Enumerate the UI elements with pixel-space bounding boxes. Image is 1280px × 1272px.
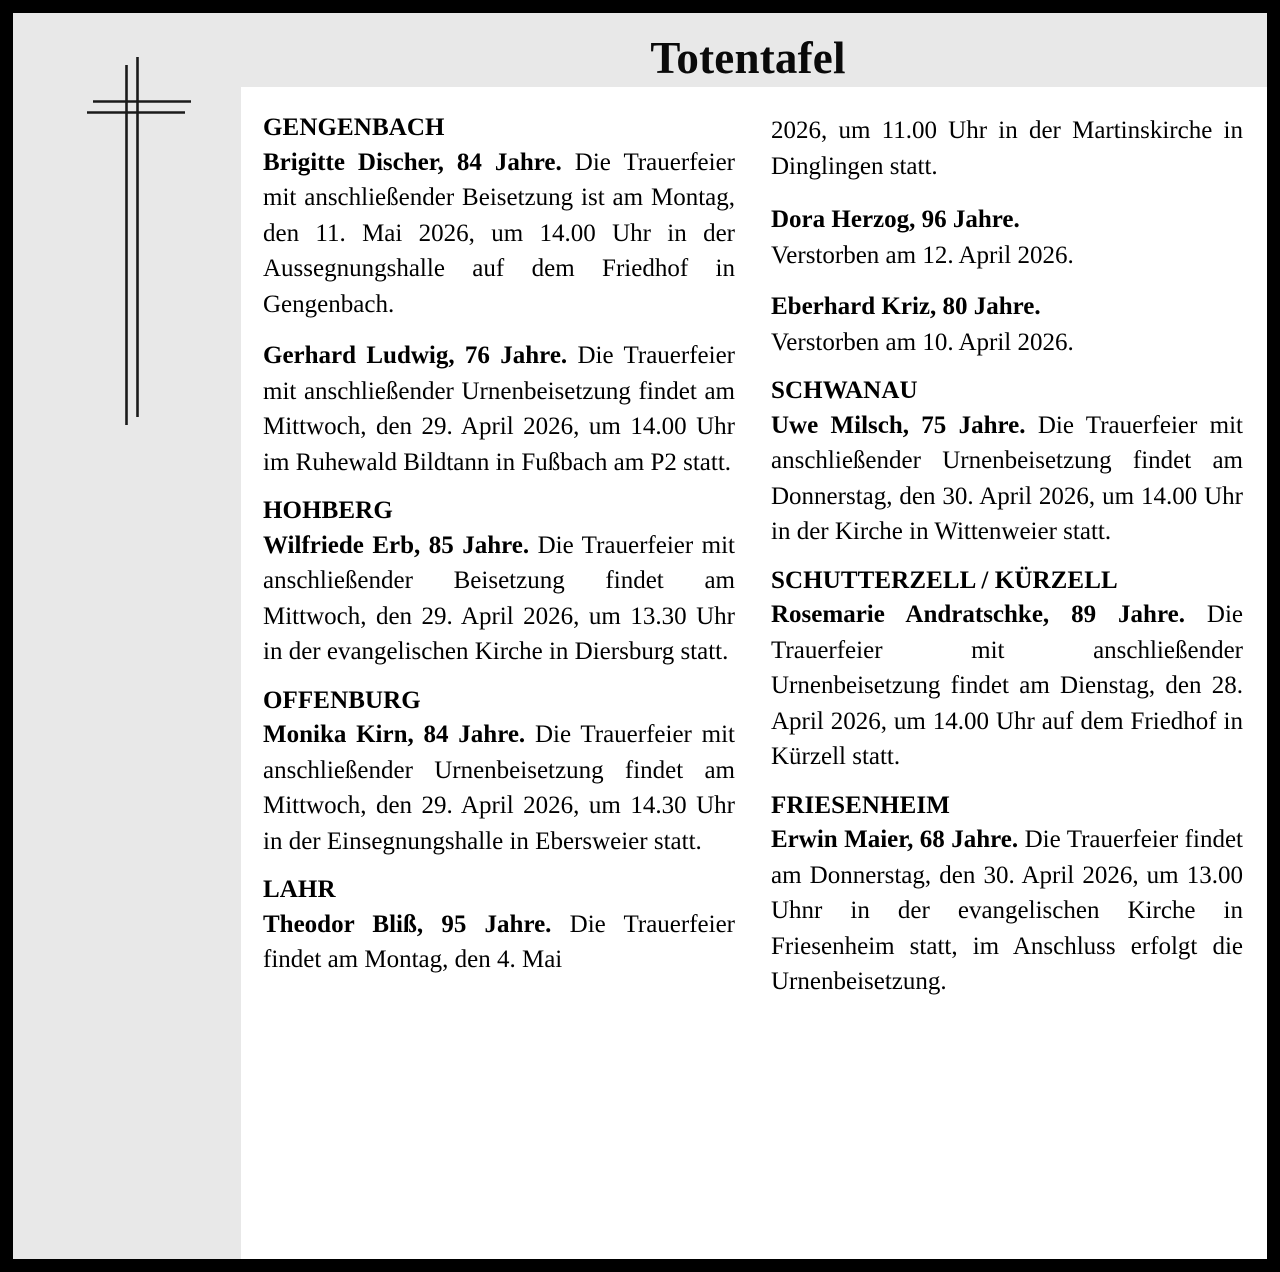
obituary-entry (771, 289, 1243, 360)
obituary-entry (263, 907, 735, 978)
obituary-entry (771, 408, 1243, 550)
cross-icon (75, 45, 205, 435)
entry-body: Die Trauerfeier mit anschließender Urnenbeisetzung findet am Mittwoch, den 29. April 2026, um 14.00 Uhr im Ruhewald Bildtann in Fußbach am P2 statt. (263, 342, 736, 476)
entry-body: Die Trauerfeier mit anschließender Beisetzung findet am Mittwoch, den 29. April 2026, um 13.30 Uhr in der evangelischen Kirche in Diersburg statt. (263, 531, 735, 665)
place-heading: FRIESENHEIM (771, 791, 950, 819)
entry-body: Die Trauerfeier findet am Donnerstag, den 30. April 2026, um 13.00 Uhnr in der evangelischen Kirche in Friesenheim statt, im Anschluss erfolgt die Urnenbeisetzung. (771, 826, 1243, 995)
entry-body: Die Trauerfeier mit anschließender Beisetzung ist am Montag, den 11. Mai 2026, um 14.00 Uhr in der Aussegnungshalle auf dem Friedhof in Gengenbach. (263, 148, 735, 318)
entry-body: Verstorben am 10. April 2026. (771, 328, 1074, 356)
place-heading: SCHUTTERZELL / KÜRZELL (771, 566, 1118, 594)
obituary-entry (263, 717, 735, 859)
masthead (241, 27, 1255, 89)
entry-body: Die Trauerfeier findet am Montag, den 4. Mai (263, 910, 735, 973)
entry-body: 2026, um 11.00 Uhr in der Martinskirche in Dinglingen statt. (771, 117, 1243, 180)
place-heading: GENGENBACH (263, 114, 445, 141)
content-panel (241, 87, 1267, 1259)
entry-name-age: Wilfriede Erb, 85 Jahre. (263, 531, 530, 559)
entry-name-age: Gerhard Ludwig, 76 Jahre. (263, 342, 568, 369)
place-heading: SCHWANAU (771, 377, 918, 404)
place-heading: LAHR (263, 876, 336, 903)
obituary-entry (263, 528, 735, 670)
entry-name-age: Brigitte Discher, 84 Jahre. (263, 148, 562, 176)
entry-name-age: Theodor Bliß, 95 Jahre. (263, 910, 552, 938)
left-column (263, 113, 735, 978)
entry-continuation (771, 113, 1243, 184)
entry-name-age: Monika Kirn, 84 Jahre. (263, 721, 526, 748)
obituary-entry (771, 202, 1243, 273)
column-container (263, 113, 1245, 1249)
obituary-entry (771, 822, 1243, 1000)
obituary-entry (263, 338, 735, 480)
entry-name-age: Erwin Maier, 68 Jahre. (771, 826, 1019, 853)
entry-name-age: Rosemarie Andratschke, 89 Jahre. (771, 601, 1185, 628)
obituary-entry (263, 145, 735, 323)
entry-body: Die Trauerfeier mit anschließender Urnenbeisetzung findet am Mittwoch, den 29. April 2026, um 14.30 Uhr in der Einsegnungshalle in Ebersweier statt. (263, 721, 735, 855)
entry-name-age: Eberhard Kriz, 80 Jahre. (771, 293, 1041, 320)
page-plate (13, 13, 1267, 1259)
place-heading: OFFENBURG (263, 686, 421, 714)
entry-body: Verstorben am 12. April 2026. (771, 241, 1074, 269)
entry-name-age: Dora Herzog, 96 Jahre. (771, 206, 1020, 233)
right-column (771, 113, 1243, 1000)
page-title: Totentafel (650, 32, 846, 83)
entry-body: Die Trauerfeier mit anschließender Urnenbeisetzung findet am Donnerstag, den 30. April 2026, um 14.00 Uhr in der Kirche in Wittenweier statt. (771, 411, 1243, 545)
entry-name-age: Uwe Milsch, 75 Jahre. (771, 411, 1026, 439)
obituary-entry (771, 597, 1243, 775)
entry-body: Die Trauerfeier mit anschließender Urnenbeisetzung findet am Dienstag, den 28. April 2026, um 14.00 Uhr auf dem Friedhof in Kürzell statt. (771, 601, 1243, 770)
place-heading: HOHBERG (263, 497, 393, 524)
